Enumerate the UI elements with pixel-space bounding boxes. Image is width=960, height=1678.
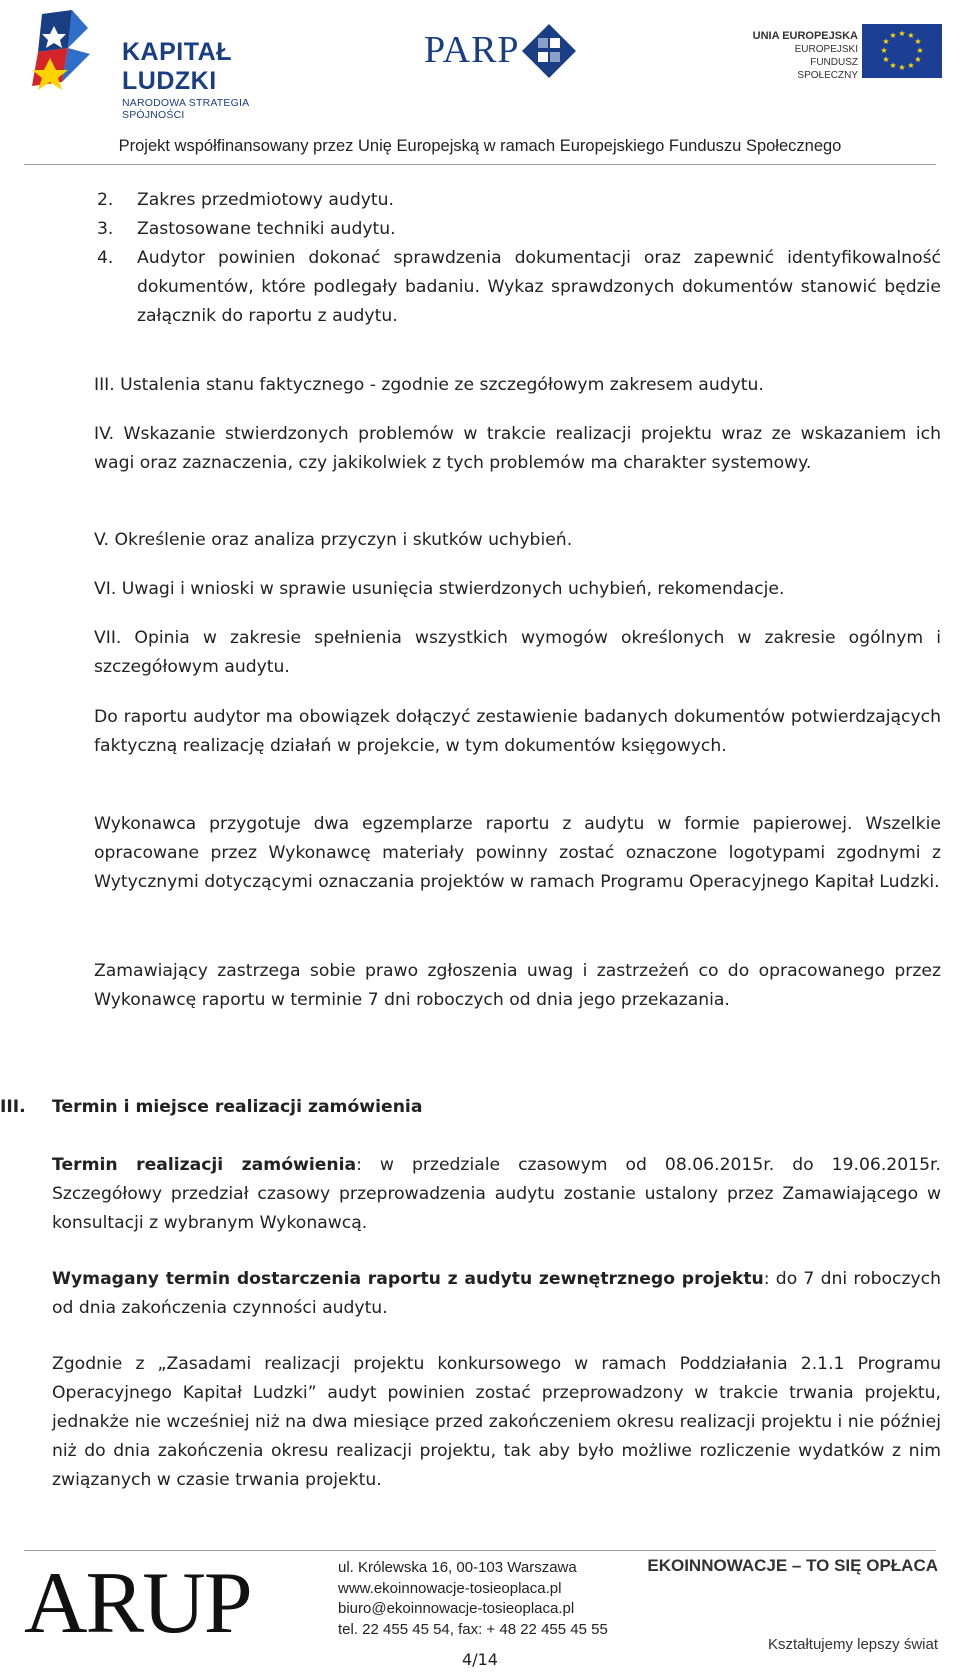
- wymagany-label: Wymagany termin dostarczenia raportu z audytu zewnętrznego projektu: [52, 1269, 764, 1289]
- svg-text:★: ★: [907, 61, 915, 70]
- svg-text:★: ★: [914, 55, 922, 64]
- header-caption: Projekt współfinansowany przez Unię Europejską w ramach Europejskiego Funduszu Społecznego: [118, 137, 842, 155]
- footer-divider: [24, 1550, 936, 1551]
- list-item-text: Zakres przedmiotowy audytu.: [137, 190, 395, 210]
- paragraph-iv: IV. Wskazanie stwierdzonych problemów w trakcie realizacji projektu wraz ze wskazaniem ich wagi oraz zaznaczenia, czy jakikolwiek z tych problemów ma charakter systemowy.: [94, 424, 941, 473]
- footer-website: www.ekoinnowacje-tosieoplaca.pl: [338, 1579, 562, 1597]
- wymagany-text: : do 7 dni roboczych od dnia zakończenia czynności audytu.: [52, 1269, 941, 1318]
- list-item-text: Zastosowane techniki audytu.: [137, 219, 396, 239]
- paragraph-vii: VII. Opinia w zakresie spełnienia wszystkich wymogów określonych w zakresie ogólnym i szczegółowym audytu.: [94, 628, 941, 677]
- parp-text: PARP: [424, 29, 520, 71]
- svg-text:★: ★: [898, 63, 906, 72]
- svg-text:★: ★: [898, 29, 906, 38]
- eu-line-2: EUROPEJSKI: [794, 44, 858, 55]
- eu-logo: [752, 22, 952, 82]
- svg-text:★: ★: [880, 46, 888, 55]
- section-title: Termin i miejsce realizacji zamówienia: [52, 1097, 423, 1117]
- kapital-ludzki-subtitle: NARODOWA STRATEGIA SPÓJNOŚCI: [122, 97, 249, 121]
- paragraph-zamawiajacy: Zamawiający zastrzega sobie prawo zgłoszenia uwag i zastrzeżeń co do opracowanego przez Wykonawcę raportu w terminie 7 dni roboczych od dnia jego przekazania.: [94, 961, 941, 1010]
- page-number: 4/14: [462, 1650, 498, 1669]
- svg-text:★: ★: [914, 37, 922, 46]
- list-item-text: Audytor powinien dokonać sprawdzenia dokumentacji oraz zapewnić identyfikowalność dokumentów, które podlegały badaniu. Wykaz sprawdzonych dokumentów stanowić będzie załącznik do raportu z audytu.: [137, 248, 941, 326]
- kapital-ludzki-title: KAPITAŁ LUDZKI: [122, 38, 232, 95]
- termin-text: : w przedziale czasowym od 08.06.2015r. do 19.06.2015r. Szczegółowy przedział czasowy przeprowadzenia audytu zostanie ustalony przez Zamawiającego w konsultacji z wybranym Wykonawcą.: [52, 1155, 941, 1233]
- svg-text:★: ★: [916, 46, 924, 55]
- footer-contact: [338, 1558, 608, 1640]
- eu-line-1: UNIA EUROPEJSKA: [752, 30, 858, 42]
- paragraph-zgodnie: Zgodnie z „Zasadami realizacji projektu konkursowego w ramach Poddziałania 2.1.1 Programu Operacyjnego Kapitał Ludzki” audyt powinien zostać przeprowadzony w trakcie trwania projektu, jednakże nie wcześniej niż na dwa miesiące przed zakończeniem okresu realizacji projektu i nie później niż do dnia zakończenia okresu realizacji projektu, tak aby było możliwe rozliczenie wydatków z nim związanych w czasie trwania projektu.: [52, 1354, 941, 1490]
- paragraph-iii: III. Ustalenia stanu faktycznego - zgodnie ze szczegółowym zakresem audytu.: [94, 375, 764, 395]
- paragraph-raport: Do raportu audytor ma obowiązek dołączyć zestawienie badanych dokumentów potwierdzających faktyczną realizację działań w projekcie, w tym dokumentów księgowych.: [94, 707, 941, 756]
- header-divider: [24, 164, 936, 165]
- footer-phone: tel. 22 455 45 54, fax: + 48 22 455 45 55: [338, 1620, 608, 1638]
- arup-logo: ARUP: [24, 1555, 251, 1652]
- kapital-ludzki-logo: [28, 8, 298, 121]
- paragraph-wymagany-termin: [52, 1265, 941, 1323]
- list-item-number: 4.: [97, 248, 114, 268]
- eu-flag-icon: [862, 24, 942, 78]
- section-number: III.: [0, 1097, 26, 1117]
- paragraph-wykonawca: Wykonawca przygotuje dwa egzemplarze raportu z audytu w formie papierowej. Wszelkie opracowane przez Wykonawcę materiały powinny zostać oznaczone logotypami zgodnymi z Wytycznymi dotyczącymi oznaczania projektów w ramach Programu Operacyjnego Kapitał Ludzki.: [94, 814, 941, 892]
- parp-logo: [424, 22, 584, 82]
- footer-address: ul. Królewska 16, 00-103 Warszawa: [338, 1559, 577, 1576]
- svg-text:★: ★: [889, 61, 897, 70]
- paragraph-v: V. Określenie oraz analiza przyczyn i skutków uchybień.: [94, 530, 573, 550]
- list-item-number: 3.: [97, 219, 114, 239]
- paragraph-vi: VI. Uwagi i wnioski w sprawie usunięcia stwierdzonych uchybień, rekomendacje.: [94, 579, 785, 599]
- svg-text:★: ★: [907, 31, 915, 40]
- footer-slogan: Kształtujemy lepszy świat: [767, 1636, 938, 1653]
- ekoinnowacje-logo: EKOINNOWACJE – TO SIĘ OPŁACA: [647, 1556, 938, 1575]
- page-header: [0, 0, 960, 170]
- list-item-number: 2.: [97, 190, 114, 210]
- svg-text:★: ★: [882, 37, 890, 46]
- footer-email: biuro@ekoinnowacje-tosieoplaca.pl: [338, 1600, 575, 1617]
- kapital-ludzki-emblem-icon: [28, 8, 118, 92]
- termin-label: Termin realizacji zamówienia: [52, 1155, 357, 1175]
- paragraph-termin: [52, 1151, 941, 1238]
- eu-line-3: FUNDUSZ SPOŁECZNY: [797, 57, 858, 81]
- svg-text:★: ★: [889, 31, 897, 40]
- svg-text:★: ★: [882, 55, 890, 64]
- parp-diamond-icon: [520, 22, 578, 80]
